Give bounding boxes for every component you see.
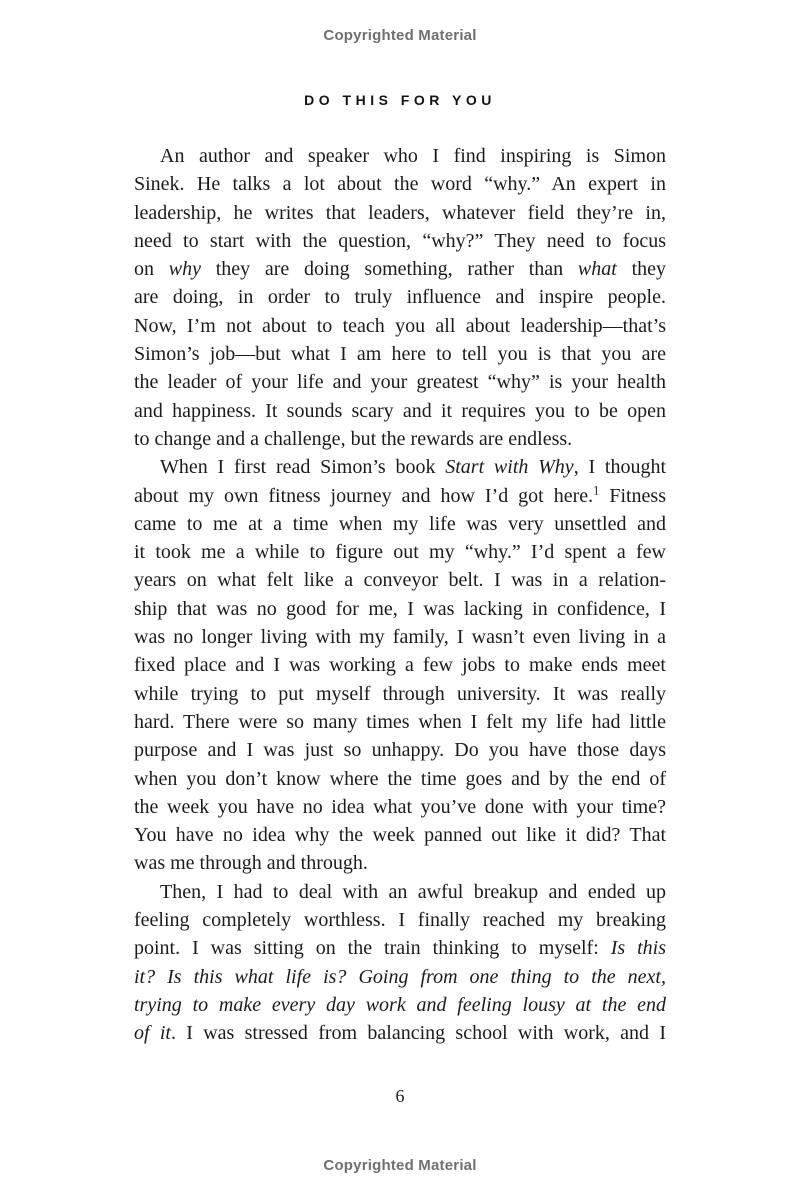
text-segment: and happiness. It sounds scary and it requires you to be open [134,399,666,422]
copyright-notice-bottom: Copyrighted Material [323,1157,477,1174]
text-segment: Now, I’m not about to teach you all about leadership—that’s [134,314,666,337]
text-line [134,793,666,821]
text-segment: ship that was no good for me, I was lacking in confidence, I [134,597,666,620]
text-line [134,368,666,396]
text-segment: . I was stressed from balancing school with work, and I [170,1022,666,1045]
text-line [134,453,666,481]
text-line [134,878,666,906]
text-line [134,566,666,594]
text-line [134,963,666,991]
text-line [134,312,666,340]
text-segment: it? Is this what life is? Going from one thing to the next, [134,965,666,988]
text-segment: purpose and I was just so unhappy. Do you have those days [134,739,666,762]
text-segment: feeling completely worthless. I finally reached my breaking [134,909,666,932]
text-line [134,397,666,425]
text-line [134,849,666,877]
text-segment: when you don’t know where the time goes and by the end of [134,767,666,790]
text-segment: fixed place and I was working a few jobs to make ends meet [134,654,666,677]
text-line [134,1019,666,1047]
text-segment: they are doing something, rather than [200,258,578,281]
text-segment: about my own fitness journey and how I’d got here. [134,484,594,507]
text-segment: was me through and through. [134,852,368,875]
copyright-notice-top: Copyrighted Material [323,27,477,44]
text-segment: When I first read Simon’s book [160,456,446,479]
text-line [134,821,666,849]
text-segment: Then, I had to deal with an awful breakup and ended up [160,880,666,903]
text-segment: Sinek. He talks a lot about the word “why.” An expert in [134,173,666,196]
text-segment: leadership, he writes that leaders, whatever field they’re in, [134,201,666,224]
text-segment: hard. There were so many times when I felt my life had little [134,710,666,733]
text-line [134,595,666,623]
text-line [134,340,666,368]
text-segment: it took me a while to figure out my “why.” I’d spent a few [134,541,666,564]
text-line [134,283,666,311]
text-segment: point. I was sitting on the train thinking to myself: [134,937,611,960]
text-line [134,680,666,708]
text-line [134,510,666,538]
text-line [134,538,666,566]
page-number: 6 [395,1086,405,1106]
text-line [134,255,666,283]
running-header: DO THIS FOR YOU [304,92,496,108]
body-paragraphs [134,142,666,1048]
text-line [134,765,666,793]
footnote-reference: 1 [593,482,600,497]
text-segment: are doing, in order to truly influence and inspire people. [134,286,666,309]
text-segment: on [134,258,169,281]
text-segment: the week you have no idea what you’ve done with your time? [134,795,666,818]
text-line [134,199,666,227]
text-segment: was no longer living with my family, I wasn’t even living in a [134,626,666,649]
text-line [134,482,666,510]
text-segment: they [616,258,666,281]
text-segment: came to me at a time when my life was very unsettled and [134,512,666,535]
text-line [134,651,666,679]
text-segment: You have no idea why the week panned out like it did? That [134,824,666,847]
text-line [134,708,666,736]
text-line [134,623,666,651]
body-paragraph [134,878,666,1048]
text-line [134,425,666,453]
text-line [134,991,666,1019]
text-segment: trying to make every day work and feeling lousy at the end [134,993,666,1016]
text-line [134,170,666,198]
text-segment: why [168,258,201,281]
text-line [134,906,666,934]
text-segment: Is this [610,937,667,960]
text-segment: , I thought [573,456,667,479]
text-segment: what [577,258,617,281]
text-line [134,227,666,255]
text-line [134,934,666,962]
text-line [134,736,666,764]
body-paragraph [134,453,666,877]
text-segment: Fitness [599,484,666,507]
text-segment: An author and speaker who I find inspiring is Simon [160,145,666,167]
body-paragraph [134,142,666,453]
text-segment: of it [134,1022,171,1045]
text-segment: the leader of your life and your greatest “why” is your health [134,371,666,394]
text-segment: Start with Why [445,456,574,479]
text-segment: to change and a challenge, but the rewards are endless. [134,427,573,450]
text-segment: need to start with the question, “why?” They need to focus [134,229,666,252]
text-segment: years on what felt like a conveyor belt. I was in a relation- [134,569,666,592]
text-segment: Simon’s job—but what I am here to tell you is that you are [134,343,666,366]
text-line [134,142,666,170]
text-segment: while trying to put myself through university. It was really [134,682,666,705]
